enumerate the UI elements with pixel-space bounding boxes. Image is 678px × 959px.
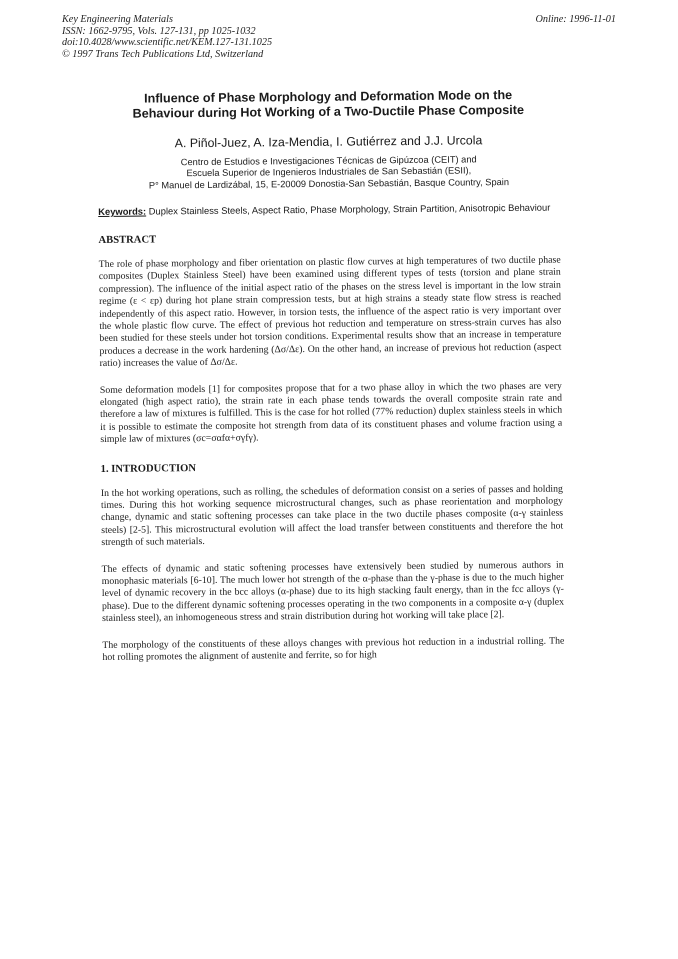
paper-authors: A. Piñol-Juez, A. Iza-Mendia, I. Gutiérrez and J.J. Urcola — [174, 133, 483, 151]
affiliation-line-3: P° Manuel de Lardizábal, 15, E-20009 Donostia-San Sebastián, Basque Country, Spain — [148, 176, 510, 191]
keywords — [98, 202, 560, 218]
paper-affiliation — [98, 154, 560, 192]
abstract-heading: ABSTRACT — [98, 234, 157, 246]
introduction-heading: 1. INTRODUCTION — [100, 462, 197, 475]
introduction-paragraph-1: In the hot working operations, such as rolling, the schedules of deformation consist on a series of passes and holding times. During this hot working sequence microstructural changes, such as phase reorientation and morphology change, dynamic and static softening processes can take place in the two ductile phases composite (α-γ stainless steels) [2-5]. This microstructural evolution will affect the load transfer between constituents and therefore the hot strength of such materials. — [100, 483, 564, 549]
journal-issn: ISSN: 1662-9795, Vols. 127-131, pp 1025-1032 — [62, 25, 256, 37]
abstract-paragraph-2: Some deformation models [1] for composites propose that for a two phase alloy in which the two phases are very elongated (high aspect ratio), the strain rate in each phase tends towards the overall composite strain rate and therefore a law of mixtures is fulfilled. This is the case for hot rolled (77% reduction) duplex stainless steels in which it is possible to estimate the composite hot strength from data of its constituent phases and volume fraction using a simple law of mixtures (σc=σαfα+σγfγ). — [99, 380, 563, 446]
online-date: Online: 1996-11-01 — [535, 14, 616, 25]
paper-title-line-2: Behaviour during Hot Working of a Two-Ductile Phase Composite — [132, 102, 524, 121]
keywords-label: Keywords: — [98, 205, 147, 218]
introduction-paragraph-3: The morphology of the constituents of these alloys changes with previous hot reduction in a industrial rolling. The hot rolling promotes the alignment of austenite and ferrite, so for high — [102, 635, 565, 664]
journal-doi[interactable]: doi:10.4028/www.scientific.net/KEM.127-131.1025 — [62, 37, 273, 49]
journal-header — [62, 14, 392, 60]
scanned-page-body — [97, 84, 565, 665]
abstract-paragraph-1: The role of phase morphology and fiber orientation on plastic flow curves at high temperatures of two ductile phase composites (Duplex Stainless Steel) have been examined using different types of tests (torsion and plane strain compression). The influence of the initial aspect ratio of the phases on the stress level is important in the low strain regime (ε < εp) during hot plane strain compression tests, but at high strains a steady state flow stress is reached independently of this aspect ratio. However, in torsion tests, the influence of the aspect ratio is very important over the whole plastic flow curve. The effect of previous hot reduction and temperature on stress-strain curves has also been studied for these steels under hot torsion conditions. Experimental results show that an increase in temperature produces a decrease in the work hardening (Δσ/Δε). On the other hand, an increase of previous hot reduction (aspect ratio) increases the value of Δσ/Δε. — [98, 254, 562, 370]
introduction-paragraph-2: The effects of dynamic and static softening processes have extensively been studied by numerous authors in monophasic materials [6-10]. The much lower hot strength of the α-phase than the γ-phase is due to the much higher level of dynamic recovery in the bcc alloys (α-phase) due to its high stacking fault energy, than in the fcc alloys (γ-phase). Due to the different dynamic softening processes operating in the two components in a composite α-γ (duplex stainless steel), an inhomogeneous stress and strain distribution during hot working will take place [2]. — [101, 559, 565, 625]
journal-copyright: © 1997 Trans Tech Publications Ltd, Switzerland — [62, 48, 264, 60]
affiliation-line-2: Escuela Superior de Ingenieros Industriales de San Sebastián (ESII), — [186, 165, 472, 179]
paper-title — [97, 88, 559, 122]
paper-title-line-1: Influence of Phase Morphology and Deformation Mode on the — [144, 88, 513, 106]
keywords-list: Duplex Stainless Steels, Aspect Ratio, Phase Morphology, Strain Partition, Anisotropic Behaviour — [146, 201, 551, 217]
journal-name: Key Engineering Materials — [62, 14, 173, 25]
affiliation-line-1: Centro de Estudios e Investigaciones Técnicas de Gipúzcoa (CEIT) and — [180, 154, 477, 168]
